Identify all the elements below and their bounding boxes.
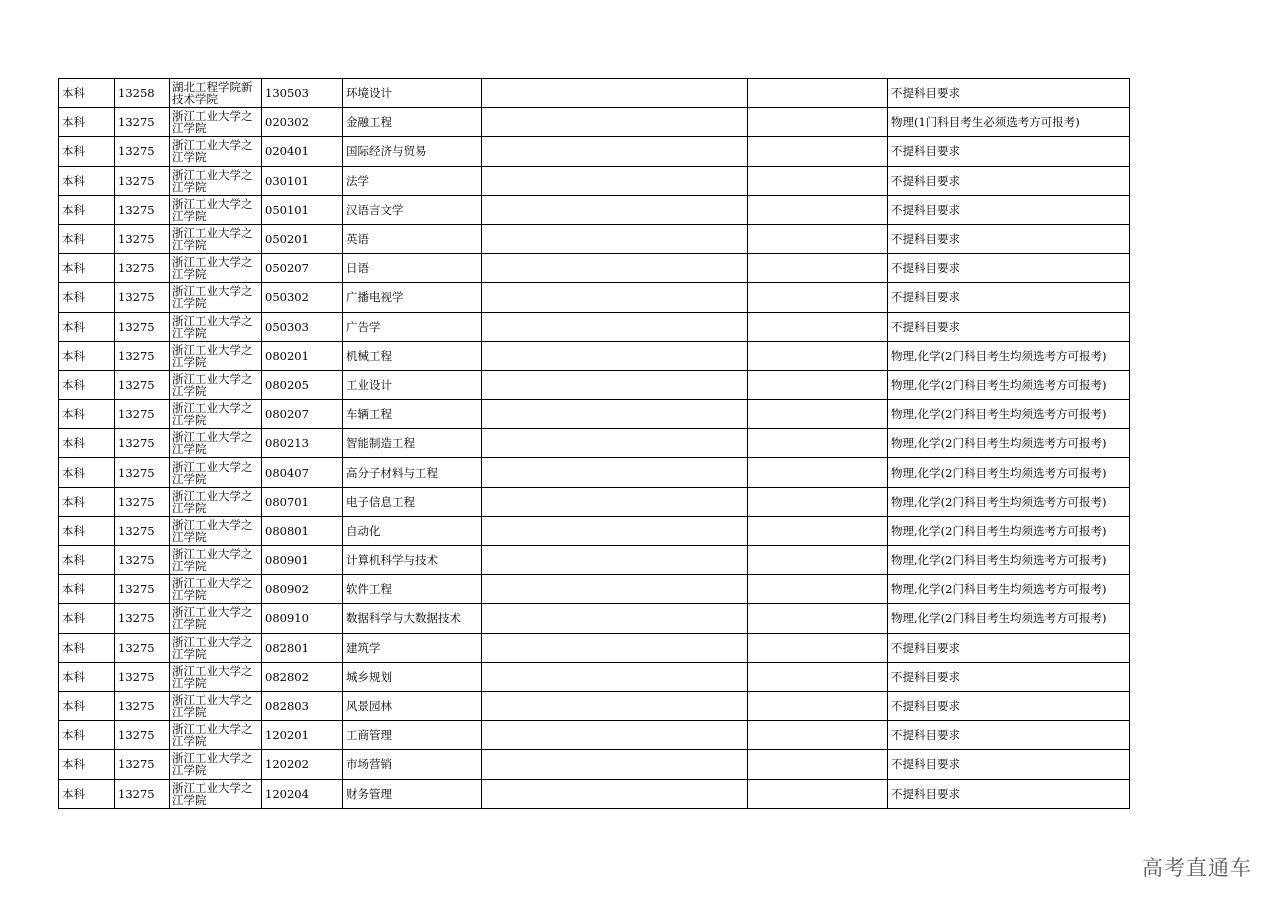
school-code-cell: 13275 <box>115 283 170 312</box>
major-name-cell: 城乡规划 <box>343 662 482 691</box>
school-code-cell: 13275 <box>115 195 170 224</box>
level-cell: 本科 <box>59 721 115 750</box>
school-name-cell: 浙江工业大学之江学院 <box>170 604 262 633</box>
blank-cell <box>748 137 888 166</box>
subject-requirement-cell: 物理,化学(2门科目考生均须选考方可报考) <box>888 341 1130 370</box>
school-code-cell: 13275 <box>115 691 170 720</box>
major-name-cell: 广播电视学 <box>343 283 482 312</box>
subject-requirement-cell: 不提科目要求 <box>888 166 1130 195</box>
major-code-cell: 080801 <box>262 516 343 545</box>
blank-cell <box>482 458 748 487</box>
table-row <box>59 312 1130 341</box>
school-code-cell: 13275 <box>115 779 170 808</box>
major-name-cell: 车辆工程 <box>343 400 482 429</box>
major-code-cell: 082802 <box>262 662 343 691</box>
blank-cell <box>482 779 748 808</box>
major-code-cell: 050302 <box>262 283 343 312</box>
major-code-cell: 050207 <box>262 254 343 283</box>
blank-cell <box>748 779 888 808</box>
school-name-cell: 浙江工业大学之江学院 <box>170 341 262 370</box>
requirements-table <box>58 78 1130 809</box>
school-code-cell: 13275 <box>115 604 170 633</box>
major-name-cell: 建筑学 <box>343 633 482 662</box>
subject-requirement-cell: 物理,化学(2门科目考生均须选考方可报考) <box>888 575 1130 604</box>
major-name-cell: 计算机科学与技术 <box>343 546 482 575</box>
blank-cell <box>748 195 888 224</box>
major-code-cell: 120201 <box>262 721 343 750</box>
blank-cell <box>482 166 748 195</box>
table-row <box>59 662 1130 691</box>
school-code-cell: 13275 <box>115 516 170 545</box>
blank-cell <box>482 312 748 341</box>
subject-requirement-cell: 物理,化学(2门科目考生均须选考方可报考) <box>888 516 1130 545</box>
major-name-cell: 数据科学与大数据技术 <box>343 604 482 633</box>
school-code-cell: 13275 <box>115 721 170 750</box>
school-name-cell: 浙江工业大学之江学院 <box>170 429 262 458</box>
major-name-cell: 电子信息工程 <box>343 487 482 516</box>
blank-cell <box>748 750 888 779</box>
subject-requirement-cell: 物理,化学(2门科目考生均须选考方可报考) <box>888 546 1130 575</box>
school-code-cell: 13275 <box>115 487 170 516</box>
blank-cell <box>748 429 888 458</box>
level-cell: 本科 <box>59 312 115 341</box>
level-cell: 本科 <box>59 195 115 224</box>
school-code-cell: 13275 <box>115 224 170 253</box>
blank-cell <box>748 516 888 545</box>
major-code-cell: 130503 <box>262 79 343 108</box>
blank-cell <box>482 633 748 662</box>
major-code-cell: 050201 <box>262 224 343 253</box>
major-code-cell: 082803 <box>262 691 343 720</box>
level-cell: 本科 <box>59 370 115 399</box>
major-code-cell: 080407 <box>262 458 343 487</box>
school-code-cell: 13275 <box>115 575 170 604</box>
major-code-cell: 080901 <box>262 546 343 575</box>
subject-requirement-cell: 不提科目要求 <box>888 283 1130 312</box>
major-code-cell: 120204 <box>262 779 343 808</box>
major-name-cell: 环境设计 <box>343 79 482 108</box>
blank-cell <box>748 546 888 575</box>
table-row <box>59 633 1130 662</box>
blank-cell <box>748 370 888 399</box>
major-code-cell: 080701 <box>262 487 343 516</box>
level-cell: 本科 <box>59 224 115 253</box>
table-row <box>59 341 1130 370</box>
blank-cell <box>748 400 888 429</box>
blank-cell <box>482 400 748 429</box>
school-code-cell: 13275 <box>115 254 170 283</box>
table-row <box>59 516 1130 545</box>
major-code-cell: 020401 <box>262 137 343 166</box>
subject-requirement-cell: 不提科目要求 <box>888 312 1130 341</box>
level-cell: 本科 <box>59 166 115 195</box>
school-name-cell: 湖北工程学院新技术学院 <box>170 79 262 108</box>
table-row <box>59 604 1130 633</box>
major-name-cell: 软件工程 <box>343 575 482 604</box>
level-cell: 本科 <box>59 691 115 720</box>
subject-requirement-cell: 不提科目要求 <box>888 691 1130 720</box>
table-row <box>59 108 1130 137</box>
table-row <box>59 750 1130 779</box>
blank-cell <box>482 691 748 720</box>
school-code-cell: 13275 <box>115 458 170 487</box>
school-code-cell: 13275 <box>115 750 170 779</box>
school-name-cell: 浙江工业大学之江学院 <box>170 370 262 399</box>
blank-cell <box>482 137 748 166</box>
table-row <box>59 458 1130 487</box>
major-code-cell: 080910 <box>262 604 343 633</box>
table-row <box>59 546 1130 575</box>
level-cell: 本科 <box>59 662 115 691</box>
blank-cell <box>482 487 748 516</box>
school-name-cell: 浙江工业大学之江学院 <box>170 166 262 195</box>
major-name-cell: 法学 <box>343 166 482 195</box>
level-cell: 本科 <box>59 604 115 633</box>
major-name-cell: 工业设计 <box>343 370 482 399</box>
blank-cell <box>748 108 888 137</box>
major-name-cell: 国际经济与贸易 <box>343 137 482 166</box>
level-cell: 本科 <box>59 458 115 487</box>
school-name-cell: 浙江工业大学之江学院 <box>170 195 262 224</box>
major-code-cell: 080201 <box>262 341 343 370</box>
subject-requirement-cell: 物理,化学(2门科目考生均须选考方可报考) <box>888 487 1130 516</box>
level-cell: 本科 <box>59 283 115 312</box>
blank-cell <box>482 370 748 399</box>
school-name-cell: 浙江工业大学之江学院 <box>170 721 262 750</box>
subject-requirement-cell: 物理,化学(2门科目考生均须选考方可报考) <box>888 604 1130 633</box>
blank-cell <box>748 312 888 341</box>
school-code-cell: 13275 <box>115 341 170 370</box>
subject-requirement-cell: 物理,化学(2门科目考生均须选考方可报考) <box>888 400 1130 429</box>
table-row <box>59 487 1130 516</box>
watermark-text: 高考直通车 <box>1142 856 1252 880</box>
blank-cell <box>748 633 888 662</box>
blank-cell <box>748 283 888 312</box>
school-code-cell: 13275 <box>115 633 170 662</box>
level-cell: 本科 <box>59 254 115 283</box>
level-cell: 本科 <box>59 750 115 779</box>
major-name-cell: 高分子材料与工程 <box>343 458 482 487</box>
table-row <box>59 224 1130 253</box>
major-name-cell: 智能制造工程 <box>343 429 482 458</box>
level-cell: 本科 <box>59 108 115 137</box>
level-cell: 本科 <box>59 79 115 108</box>
school-name-cell: 浙江工业大学之江学院 <box>170 575 262 604</box>
blank-cell <box>748 458 888 487</box>
major-name-cell: 市场营销 <box>343 750 482 779</box>
blank-cell <box>482 721 748 750</box>
school-name-cell: 浙江工业大学之江学院 <box>170 516 262 545</box>
subject-requirement-cell: 不提科目要求 <box>888 779 1130 808</box>
major-name-cell: 财务管理 <box>343 779 482 808</box>
subject-requirement-cell: 不提科目要求 <box>888 254 1130 283</box>
school-code-cell: 13275 <box>115 312 170 341</box>
level-cell: 本科 <box>59 633 115 662</box>
major-code-cell: 120202 <box>262 750 343 779</box>
school-code-cell: 13275 <box>115 429 170 458</box>
table-row <box>59 779 1130 808</box>
school-name-cell: 浙江工业大学之江学院 <box>170 779 262 808</box>
blank-cell <box>482 79 748 108</box>
major-name-cell: 金融工程 <box>343 108 482 137</box>
major-name-cell: 汉语言文学 <box>343 195 482 224</box>
blank-cell <box>482 108 748 137</box>
table-row <box>59 254 1130 283</box>
school-name-cell: 浙江工业大学之江学院 <box>170 662 262 691</box>
school-code-cell: 13275 <box>115 370 170 399</box>
subject-requirement-cell: 不提科目要求 <box>888 662 1130 691</box>
blank-cell <box>482 341 748 370</box>
major-code-cell: 082801 <box>262 633 343 662</box>
subject-requirement-cell: 不提科目要求 <box>888 633 1130 662</box>
blank-cell <box>482 604 748 633</box>
major-code-cell: 050101 <box>262 195 343 224</box>
table-row <box>59 721 1130 750</box>
blank-cell <box>748 224 888 253</box>
table-body <box>59 79 1130 809</box>
subject-requirement-cell: 物理(1门科目考生必须选考方可报考) <box>888 108 1130 137</box>
school-name-cell: 浙江工业大学之江学院 <box>170 224 262 253</box>
subject-requirement-cell: 不提科目要求 <box>888 137 1130 166</box>
school-name-cell: 浙江工业大学之江学院 <box>170 546 262 575</box>
subject-requirement-cell: 不提科目要求 <box>888 224 1130 253</box>
level-cell: 本科 <box>59 575 115 604</box>
subject-requirement-cell: 不提科目要求 <box>888 750 1130 779</box>
blank-cell <box>482 224 748 253</box>
school-name-cell: 浙江工业大学之江学院 <box>170 312 262 341</box>
level-cell: 本科 <box>59 400 115 429</box>
table-row <box>59 166 1130 195</box>
blank-cell <box>482 195 748 224</box>
table-row <box>59 429 1130 458</box>
blank-cell <box>482 516 748 545</box>
school-name-cell: 浙江工业大学之江学院 <box>170 458 262 487</box>
level-cell: 本科 <box>59 779 115 808</box>
major-code-cell: 030101 <box>262 166 343 195</box>
blank-cell <box>748 721 888 750</box>
school-code-cell: 13275 <box>115 137 170 166</box>
major-name-cell: 机械工程 <box>343 341 482 370</box>
subject-requirement-cell: 物理,化学(2门科目考生均须选考方可报考) <box>888 458 1130 487</box>
school-name-cell: 浙江工业大学之江学院 <box>170 691 262 720</box>
subject-requirement-cell: 不提科目要求 <box>888 721 1130 750</box>
school-code-cell: 13275 <box>115 400 170 429</box>
school-name-cell: 浙江工业大学之江学院 <box>170 400 262 429</box>
major-code-cell: 080205 <box>262 370 343 399</box>
level-cell: 本科 <box>59 546 115 575</box>
blank-cell <box>748 254 888 283</box>
major-name-cell: 工商管理 <box>343 721 482 750</box>
subject-requirement-cell: 物理,化学(2门科目考生均须选考方可报考) <box>888 429 1130 458</box>
blank-cell <box>482 283 748 312</box>
school-code-cell: 13258 <box>115 79 170 108</box>
blank-cell <box>748 604 888 633</box>
school-code-cell: 13275 <box>115 546 170 575</box>
level-cell: 本科 <box>59 341 115 370</box>
level-cell: 本科 <box>59 137 115 166</box>
blank-cell <box>482 662 748 691</box>
subject-requirement-cell: 不提科目要求 <box>888 79 1130 108</box>
blank-cell <box>482 546 748 575</box>
major-name-cell: 英语 <box>343 224 482 253</box>
major-code-cell: 050303 <box>262 312 343 341</box>
school-name-cell: 浙江工业大学之江学院 <box>170 108 262 137</box>
blank-cell <box>482 429 748 458</box>
table-row <box>59 195 1130 224</box>
major-code-cell: 080902 <box>262 575 343 604</box>
school-name-cell: 浙江工业大学之江学院 <box>170 254 262 283</box>
major-code-cell: 020302 <box>262 108 343 137</box>
table-row <box>59 400 1130 429</box>
blank-cell <box>748 662 888 691</box>
school-name-cell: 浙江工业大学之江学院 <box>170 487 262 516</box>
table-row <box>59 691 1130 720</box>
table-row <box>59 137 1130 166</box>
blank-cell <box>748 341 888 370</box>
table-row <box>59 283 1130 312</box>
subject-requirement-cell: 不提科目要求 <box>888 195 1130 224</box>
major-name-cell: 广告学 <box>343 312 482 341</box>
subject-requirement-cell: 物理,化学(2门科目考生均须选考方可报考) <box>888 370 1130 399</box>
school-name-cell: 浙江工业大学之江学院 <box>170 750 262 779</box>
blank-cell <box>748 166 888 195</box>
table-row <box>59 79 1130 108</box>
level-cell: 本科 <box>59 516 115 545</box>
blank-cell <box>482 254 748 283</box>
table-row <box>59 370 1130 399</box>
school-code-cell: 13275 <box>115 166 170 195</box>
blank-cell <box>748 691 888 720</box>
level-cell: 本科 <box>59 487 115 516</box>
school-name-cell: 浙江工业大学之江学院 <box>170 283 262 312</box>
blank-cell <box>748 487 888 516</box>
blank-cell <box>748 79 888 108</box>
major-code-cell: 080207 <box>262 400 343 429</box>
school-code-cell: 13275 <box>115 108 170 137</box>
table-row <box>59 575 1130 604</box>
blank-cell <box>748 575 888 604</box>
blank-cell <box>482 750 748 779</box>
major-name-cell: 日语 <box>343 254 482 283</box>
blank-cell <box>482 575 748 604</box>
school-name-cell: 浙江工业大学之江学院 <box>170 137 262 166</box>
level-cell: 本科 <box>59 429 115 458</box>
major-code-cell: 080213 <box>262 429 343 458</box>
major-name-cell: 自动化 <box>343 516 482 545</box>
school-name-cell: 浙江工业大学之江学院 <box>170 633 262 662</box>
school-code-cell: 13275 <box>115 662 170 691</box>
major-name-cell: 风景园林 <box>343 691 482 720</box>
